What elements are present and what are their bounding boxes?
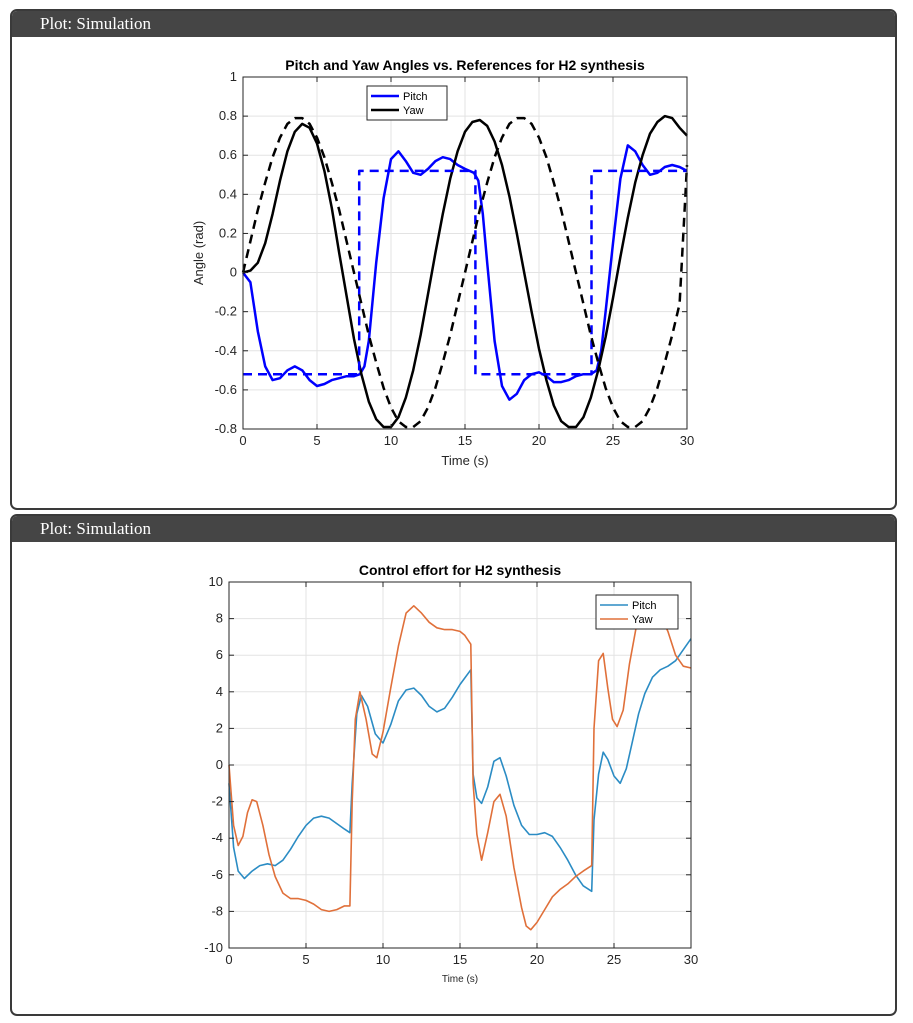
x-axis-label: Time (s) xyxy=(441,453,489,468)
y-tick-label: 10 xyxy=(208,574,223,589)
control-effort-chart xyxy=(12,516,897,1016)
y-tick-label: 0.4 xyxy=(218,186,237,202)
x-tick-label: 15 xyxy=(457,433,473,448)
y-tick-label: 8 xyxy=(215,610,223,626)
y-tick-label: -2 xyxy=(211,793,223,809)
y-tick-label: -0.2 xyxy=(214,303,237,319)
x-tick-label: 25 xyxy=(606,952,622,967)
x-tick-label: 5 xyxy=(302,952,310,967)
x-tick-label: 30 xyxy=(679,433,695,448)
y-tick-label: 0.2 xyxy=(218,225,237,241)
x-tick-label: 10 xyxy=(383,433,399,448)
y-tick-label: -0.8 xyxy=(214,421,237,436)
y-tick-label: -8 xyxy=(211,903,223,919)
simulation-plot-panel-2 xyxy=(10,514,897,1016)
chart-title: Control effort for H2 synthesis xyxy=(358,562,562,578)
y-tick-label: 0.6 xyxy=(218,147,237,163)
legend xyxy=(367,86,447,120)
y-tick-label: 4 xyxy=(215,683,223,699)
x-tick-label: 20 xyxy=(531,433,547,448)
legend-label-yaw: Yaw xyxy=(403,105,424,117)
y-tick-label: 0 xyxy=(215,757,223,772)
x-tick-label: 0 xyxy=(239,433,247,448)
y-tick-label: -10 xyxy=(204,940,223,955)
x-axis-label: Time (s) xyxy=(441,974,479,985)
chart-title: Pitch and Yaw Angles vs. References for H2 synthesis xyxy=(285,57,645,73)
y-tick-label: 6 xyxy=(215,647,223,663)
y-tick-label: -0.6 xyxy=(214,381,237,397)
legend-label-yaw: Yaw xyxy=(632,614,653,626)
y-tick-label: -4 xyxy=(211,830,223,846)
x-tick-label: 25 xyxy=(605,433,621,448)
x-tick-label: 10 xyxy=(375,952,391,967)
x-tick-label: 30 xyxy=(683,952,699,967)
y-tick-label: -0.4 xyxy=(214,342,237,358)
y-tick-label: -6 xyxy=(211,866,223,882)
y-tick-label: 0 xyxy=(229,264,237,280)
simulation-plot-panel-1 xyxy=(10,9,897,510)
y-tick-label: 2 xyxy=(215,720,223,736)
legend xyxy=(596,595,678,629)
x-tick-label: 5 xyxy=(313,433,321,448)
panel-header-1: Plot: Simulation xyxy=(12,11,895,37)
legend-label-pitch: Pitch xyxy=(403,91,428,103)
y-axis-label: Angle (rad) xyxy=(191,220,206,286)
y-tick-label: 0.8 xyxy=(218,108,237,124)
legend-label-pitch: Pitch xyxy=(632,600,657,612)
x-tick-label: 15 xyxy=(452,952,468,967)
x-tick-label: 0 xyxy=(225,952,233,967)
x-tick-label: 20 xyxy=(529,952,545,967)
panel-header-2: Plot: Simulation xyxy=(12,516,895,542)
pitch-yaw-angles-chart xyxy=(12,11,897,510)
y-tick-label: 1 xyxy=(229,69,237,84)
